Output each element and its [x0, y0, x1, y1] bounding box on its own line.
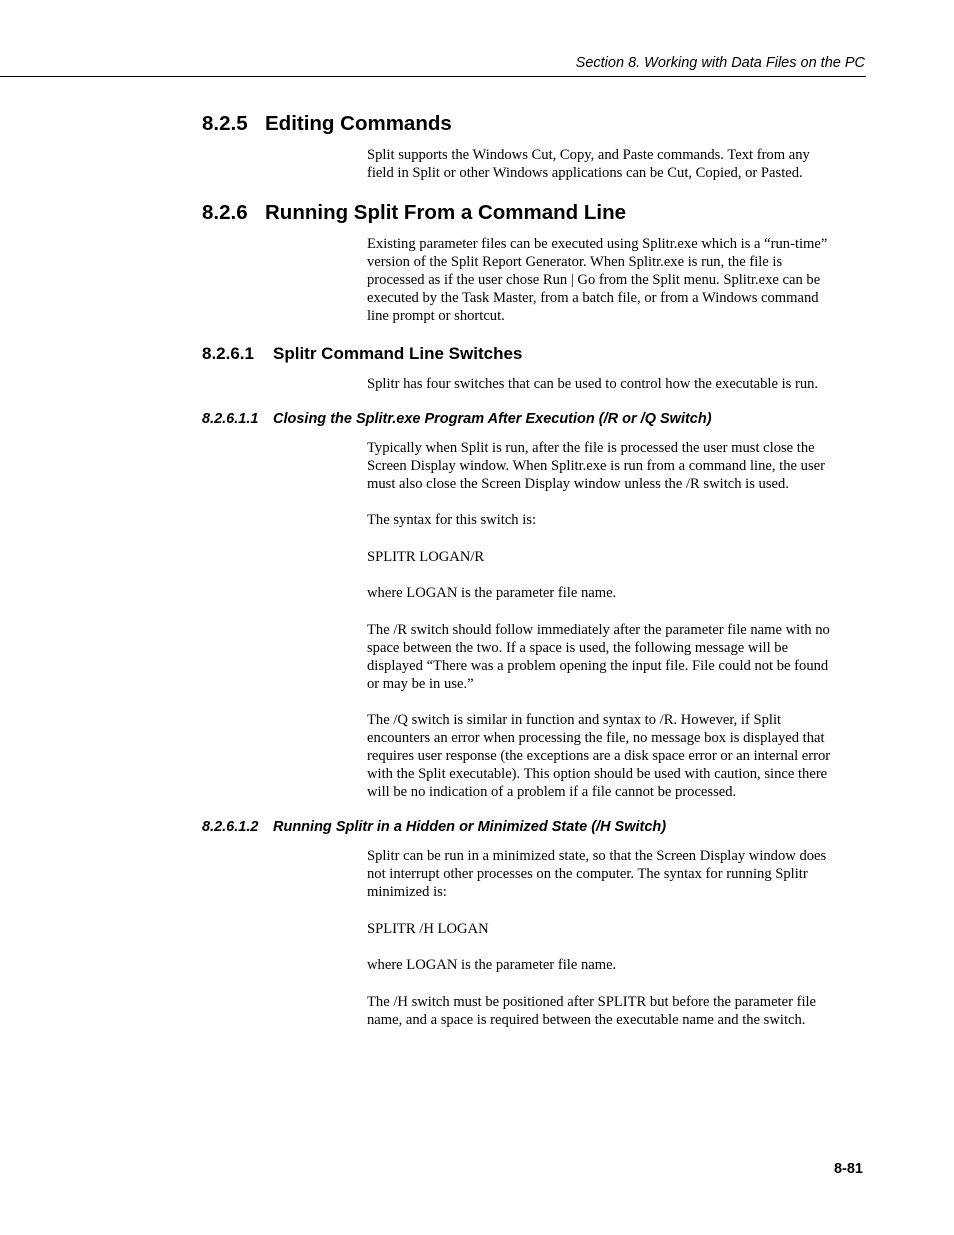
paragraph [367, 711, 867, 801]
heading-number: 8.2.6.1.1 [202, 411, 259, 427]
heading-number: 8.2.6 [202, 201, 248, 224]
paragraph [367, 511, 867, 529]
text-line: executed by the Task Master, from a batch file, or from a Windows command [367, 290, 819, 307]
paragraph [367, 235, 867, 325]
heading-8-2-6-1 [202, 344, 522, 364]
text-line: Screen Display window. When Splitr.exe is run from a command line, the user [367, 458, 825, 475]
running-header: Section 8. Working with Data Files on the PC [575, 55, 865, 71]
text-line: name, and a space is required between the executable name and the switch. [367, 1012, 806, 1029]
heading-title: Closing the Splitr.exe Program After Execution (/R or /Q Switch) [273, 411, 712, 427]
text-line: with the Split executable). This option should be used with caution, since there [367, 766, 828, 783]
paragraph [367, 993, 867, 1029]
text-line: The /Q switch is similar in function and syntax to /R. However, if Split [367, 712, 782, 728]
text-line: field in Split or other Windows applications can be Cut, Copied, or Pasted. [367, 165, 803, 182]
text-line: displayed “There was a problem opening the input file. File could not be found [367, 658, 829, 675]
text-line: must also close the Screen Display window unless the /R switch is used. [367, 476, 789, 493]
text-line: processed as if the user chose Run | Go from the Split menu. Splitr.exe can be [367, 272, 821, 289]
text-line: version of the Split Report Generator. When Splitr.exe is run, the file is [367, 254, 783, 271]
text-line: The /R switch should follow immediately after the parameter file name with no [367, 622, 830, 638]
heading-8-2-6 [202, 201, 626, 225]
paragraph [367, 146, 867, 182]
text-line: Split supports the Windows Cut, Copy, and Paste commands. Text from any [367, 147, 810, 163]
paragraph [367, 375, 867, 393]
text-line: or may be in use.” [367, 676, 474, 693]
command-example [367, 548, 867, 566]
paragraph [367, 847, 867, 901]
text-line: line prompt or shortcut. [367, 308, 505, 325]
heading-title: Editing Commands [265, 112, 452, 135]
page-number: 8-81 [833, 1161, 863, 1177]
text-line: will be no indication of a problem if a file cannot be processed. [367, 784, 737, 801]
text-line: where LOGAN is the parameter file name. [367, 585, 617, 601]
paragraph [367, 621, 867, 693]
paragraph [367, 956, 867, 974]
text-line: encounters an error when processing the file, no message box is displayed that [367, 730, 825, 747]
heading-8-2-6-1-2 [202, 819, 666, 835]
text-line: Splitr has four switches that can be used to control how the executable is run. [367, 376, 819, 392]
text-line: Splitr can be run in a minimized state, so that the Screen Display window does [367, 848, 827, 864]
heading-number: 8.2.6.1.2 [202, 819, 259, 835]
text-line: minimized is: [367, 884, 447, 901]
text-line: not interrupt other processes on the computer. The syntax for running Splitr [367, 866, 808, 883]
heading-number: 8.2.6.1 [202, 344, 254, 363]
heading-number: 8.2.5 [202, 112, 248, 135]
header-rule [0, 76, 866, 77]
text-line: Existing parameter files can be executed using Splitr.exe which is a “run-time” [367, 236, 828, 252]
text-line: Typically when Split is run, after the file is processed the user must close the [367, 440, 815, 456]
paragraph [367, 584, 867, 602]
text-line: The syntax for this switch is: [367, 512, 537, 528]
paragraph [367, 439, 867, 493]
text-line: The /H switch must be positioned after SPLITR but before the parameter file [367, 994, 817, 1010]
heading-8-2-6-1-1 [202, 411, 712, 427]
text-line: SPLITR /H LOGAN [367, 921, 489, 937]
command-example [367, 920, 867, 938]
heading-8-2-5 [202, 112, 452, 136]
text-line: where LOGAN is the parameter file name. [367, 957, 617, 973]
heading-title: Running Splitr in a Hidden or Minimized State (/H Switch) [273, 819, 667, 835]
text-line: SPLITR LOGAN/R [367, 549, 485, 565]
text-line: space between the two. If a space is used, the following message will be [367, 640, 789, 657]
text-line: requires user response (the exceptions are a disk space error or an internal error [367, 748, 831, 765]
heading-title: Splitr Command Line Switches [273, 344, 523, 363]
heading-title: Running Split From a Command Line [265, 201, 627, 224]
